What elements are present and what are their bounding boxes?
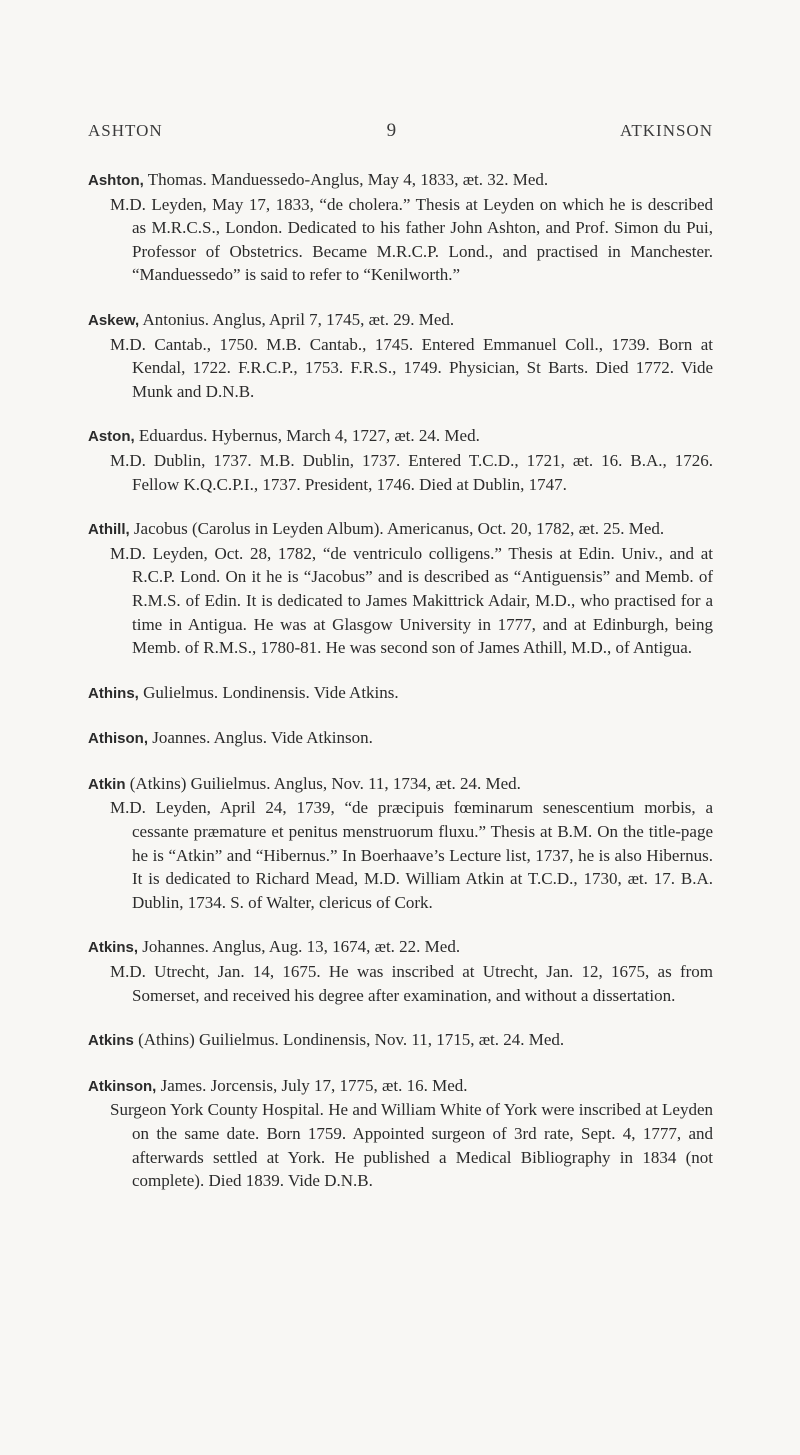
entry-body: Surgeon York County Hospital. He and William White of York were inscribed at Leyden on the same date. Born 1759. Appointed surgeon of 3rd rate, Sept. 4, 1777, and afterwards settled at York. He published a Medical Bibliography in 1834 (not complete). Died 1839. Vide D.N.B.: [110, 1100, 713, 1191]
headword: Aston,: [88, 428, 135, 446]
page-number: 9: [386, 120, 397, 141]
entry-line1: Jacobus (Carolus in Leyden Album). Americanus, Oct. 20, 1782, æt. 25. Med.: [129, 519, 665, 539]
running-head: [88, 120, 713, 142]
entry-body: M.D. Leyden, May 17, 1833, “de cholera.” Thesis at Leyden on which he is described as M.R.C.S., London. Dedicated to his father John Ashton, and Prof. Simon du Pui, Professor of Obstetrics. Became M.R.C.P. Lond., and practised in Manchester. “Manduessedo” is said to refer to “Kenilworth.”: [110, 194, 713, 285]
headword: Atkins,: [88, 939, 139, 957]
entry-body: M.D. Leyden, Oct. 28, 1782, “de ventriculo colligens.” Thesis at Edin. Univ., and at R.C.P. Lond. On it he is “Jacobus” and is described as “Antiguensis” and Memb. of R.M.S. of Edin. It is dedicated to James Makittrick Adair, M.D., who practised for a time in Antigua. He was at Glasgow University in 1777, and at Edinburgh, being Memb. of R.M.S., 1780-81. He was second son of James Athill, M.D., of Antigua.: [110, 543, 713, 658]
headword: Ashton,: [88, 172, 144, 189]
headword: Askew,: [88, 311, 140, 329]
entry-line1: Joannes. Anglus. Vide Atkinson.: [148, 728, 373, 748]
entry-atkinson: [88, 1074, 713, 1193]
entry-line1: Antonius. Anglus, April 7, 1745, æt. 29. Med.: [139, 309, 455, 329]
headword: Atkins: [88, 1032, 134, 1050]
header-right: ATKINSON: [619, 121, 713, 140]
entry-atkins-johannes: [88, 935, 713, 1007]
entries-list: [88, 168, 713, 1214]
entry-line1: Thomas. Manduessedo-Anglus, May 4, 1833, æt. 32. Med.: [143, 170, 549, 189]
entry-athill: [88, 517, 713, 660]
entry-body: M.D. Cantab., 1750. M.B. Cantab., 1745. Entered Emmanuel Coll., 1739. Born at Kendal, 1722. F.R.C.P., 1753. F.R.S., 1749. Physician, St Barts. Died 1772. Vide Munk and D.N.B.: [110, 334, 713, 401]
entry-ashton: [88, 168, 713, 287]
headword: Athill,: [88, 521, 130, 539]
entry-line1: Johannes. Anglus, Aug. 13, 1674, æt. 22. Med.: [138, 937, 461, 957]
entry-athison: [88, 726, 713, 751]
entry-atkins-guilielmus: [88, 1028, 713, 1053]
headword: Athins,: [88, 684, 139, 702]
entry-body: M.D. Leyden, April 24, 1739, “de præcipuis fœminarum senescentium morbis, a cessante præmature et penitus menstruorum fluxu.” Thesis at B.M. On the title-page he is “Atkin” and “Hibernus.” In Boerhaave’s Lecture list, 1737, he is also Hibernus. It is dedicated to Richard Mead, M.D. William Atkin at T.C.D., 1730, æt. 17. B.A. Dublin, 1734. S. of Walter, clericus of Cork.: [110, 798, 713, 912]
entry-atkin: [88, 772, 713, 915]
entry-askew: [88, 308, 713, 403]
entry-line1: Gulielmus. Londinensis. Vide Atkins.: [138, 682, 399, 702]
entry-line1: (Athins) Guilielmus. Londinensis, Nov. 11, 1715, æt. 24. Med.: [133, 1030, 565, 1050]
entry-athins: [88, 681, 713, 706]
entry-aston: [88, 424, 713, 496]
header-left: ASHTON: [88, 121, 163, 140]
entry-line1: (Atkins) Guilielmus. Anglus, Nov. 11, 1734, æt. 24. Med.: [125, 773, 521, 793]
entry-body: M.D. Dublin, 1737. M.B. Dublin, 1737. Entered T.C.D., 1721, æt. 16. B.A., 1726. Fellow K.Q.C.P.I., 1737. President, 1746. Died at Dublin, 1747.: [110, 450, 713, 494]
entry-line1: Eduardus. Hybernus, March 4, 1727, æt. 24. Med.: [134, 426, 480, 446]
headword: Athison,: [88, 730, 148, 748]
headword: Atkinson,: [88, 1077, 157, 1095]
entry-line1: James. Jorcensis, July 17, 1775, æt. 16. Med.: [156, 1075, 468, 1095]
entry-body: M.D. Utrecht, Jan. 14, 1675. He was inscribed at Utrecht, Jan. 12, 1675, as from Somerset, and received his degree after examination, and without a dissertation.: [110, 962, 713, 1005]
headword: Atkin: [88, 775, 126, 793]
